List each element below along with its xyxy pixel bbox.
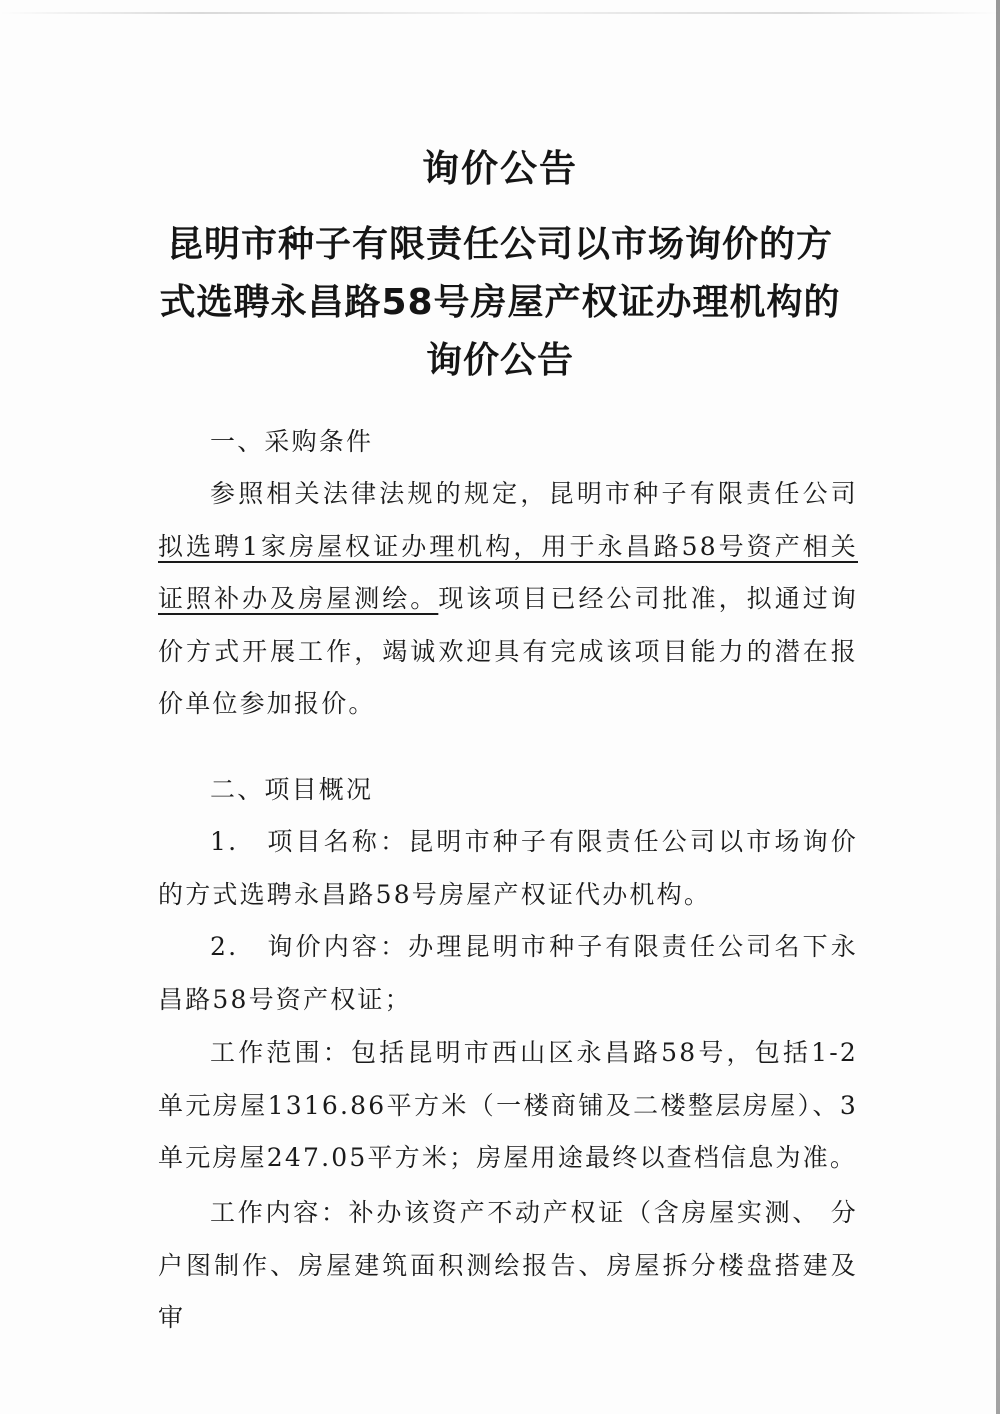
project-name-item: 1. 项目名称：昆明市种子有限责任公司以市场询价的方式选聘永昌路58号房屋产权证代办机构。: [158, 827, 858, 909]
work-scope-paragraph: 工作范围：包括昆明市西山区永昌路58号，包括1-2单元房屋1316.86平方米（一楼商铺及二楼整层房屋）、3单元房屋247.05平方米；房屋用途最终以查档信息为准。: [158, 1038, 858, 1172]
section-1-paragraph-lead: 参照相关法律法规的规定，昆明市种子有限责任公司: [210, 479, 858, 508]
section-1-paragraph-underlined: 拟选聘1家房屋权证办理机构，用于永昌路58号资产相关证照补办及房屋测绘。: [158, 531, 858, 613]
section-1-paragraph: [158, 468, 858, 731]
section-2-heading: 二、项目概况: [210, 775, 374, 804]
page-title: 询价公告: [422, 147, 578, 190]
section-1-paragraph-tail: 现该项目已经公司批准，拟通过询价方式开展工作，竭诚欢迎具有完成该项目能力的潜在报价单位参加报价。: [158, 584, 858, 718]
scan-edge-top: [0, 12, 1000, 14]
scan-edge-right: [996, 0, 1000, 1414]
document-subtitle: 昆明市种子有限责任公司以市场询价的方式选聘永昌路58号房屋产权证办理机构的询价公告: [159, 224, 841, 381]
inquiry-content-item: 2. 询价内容：办理昆明市种子有限责任公司名下永昌路58号资产权证；: [158, 932, 858, 1014]
work-content-paragraph: 工作内容：补办该资产不动产权证（含房屋实测、 分户图制作、房屋建筑面积测绘报告、房屋拆分楼盘搭建及审: [158, 1198, 858, 1332]
section-1-heading: 一、采购条件: [210, 427, 374, 456]
